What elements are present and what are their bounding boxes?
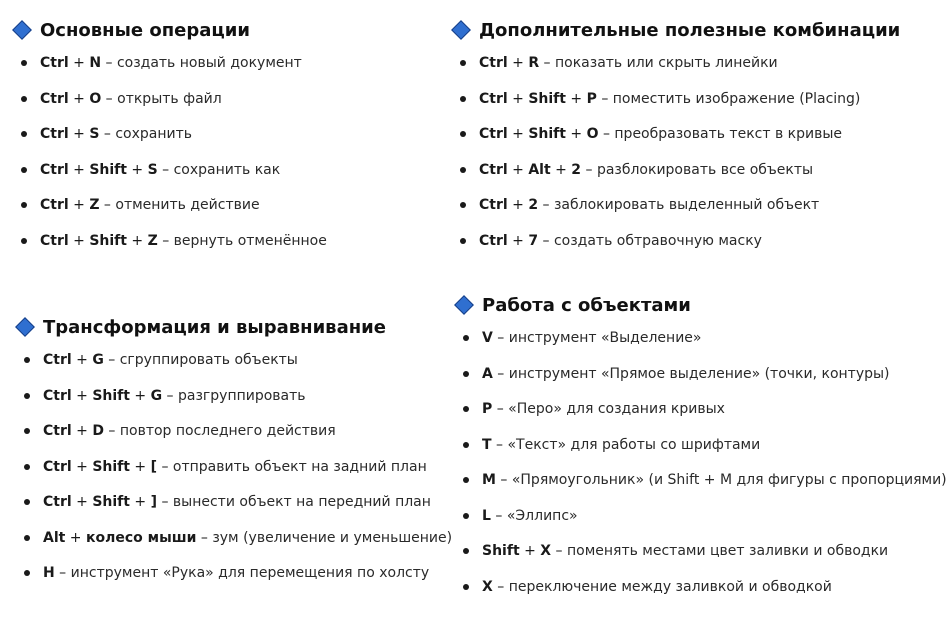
shortcut-item: [15, 492, 452, 528]
shortcut-description: «Перо» для создания кривых: [508, 401, 725, 417]
section-title-text: Дополнительные полезные комбинации: [479, 19, 901, 41]
dash-separator: –: [495, 507, 503, 524]
dash-separator: –: [105, 90, 113, 107]
shortcut-item: [451, 231, 900, 267]
shortcut-description: отменить действие: [115, 197, 260, 213]
bullet-icon: [460, 238, 466, 244]
dash-separator: –: [542, 232, 550, 249]
bullet-icon: [460, 202, 466, 208]
shortcut-key: Ctrl: [43, 494, 72, 510]
dash-separator: –: [585, 161, 593, 178]
shortcut-item: [451, 89, 900, 125]
bullet-icon: [24, 570, 30, 576]
shortcut-key: Ctrl: [40, 55, 69, 71]
shortcut-description: сохранить: [115, 126, 192, 142]
plus-separator: +: [555, 161, 567, 178]
shortcut-key: Ctrl: [479, 55, 508, 71]
shortcut-item: [12, 89, 327, 125]
section-title-text: Трансформация и выравнивание: [43, 316, 386, 338]
dash-separator: –: [542, 197, 550, 213]
shortcut-key: P: [482, 401, 493, 417]
shortcut-list: [12, 53, 327, 266]
bullet-icon: [24, 464, 30, 470]
shortcut-key: 2: [528, 197, 539, 213]
plus-separator: +: [134, 494, 147, 510]
shortcut-key: R: [528, 55, 540, 71]
bullet-icon: [463, 335, 469, 341]
shortcut-description: «Прямоугольник» (и Shift + M для фигуры с пропорциями): [511, 472, 947, 488]
shortcut-item: [12, 53, 327, 89]
plus-separator: +: [73, 161, 85, 178]
shortcut-key: N: [89, 55, 102, 71]
bullet-icon: [460, 167, 466, 173]
bullet-icon: [463, 584, 469, 590]
shortcut-key: Shift: [92, 494, 130, 510]
shortcut-key: L: [482, 507, 491, 524]
plus-separator: +: [512, 232, 524, 249]
bullet-icon: [463, 442, 469, 448]
plus-separator: +: [512, 126, 524, 142]
dash-separator: –: [166, 387, 174, 404]
shortcut-key: Shift: [89, 232, 127, 249]
shortcut-key: Z: [89, 197, 100, 213]
shortcut-key: Ctrl: [43, 458, 72, 475]
shortcut-key: [: [150, 458, 157, 475]
shortcut-key: 7: [528, 232, 539, 249]
shortcut-item: [454, 364, 947, 400]
plus-separator: +: [131, 161, 144, 178]
dash-separator: –: [103, 197, 111, 213]
shortcut-description: разблокировать все объекты: [596, 161, 814, 178]
dash-separator: –: [108, 423, 116, 439]
shortcut-description: разгруппировать: [178, 387, 306, 404]
plus-separator: +: [76, 352, 88, 368]
plus-separator: +: [76, 494, 88, 510]
bullet-icon: [463, 371, 469, 377]
diamond-icon: [15, 317, 35, 337]
shortcut-item: [12, 231, 327, 267]
shortcut-key: Ctrl: [479, 161, 508, 178]
section-title: [12, 17, 327, 43]
shortcut-key: Shift: [528, 126, 566, 142]
shortcut-item: [454, 470, 947, 506]
dash-separator: –: [161, 458, 169, 475]
plus-separator: +: [73, 90, 85, 107]
bullet-icon: [460, 131, 466, 137]
section-working-with-objects: [454, 292, 947, 612]
dash-separator: –: [497, 365, 505, 382]
dash-separator: –: [602, 126, 610, 142]
shortcut-list: [451, 53, 900, 266]
bullet-icon: [463, 477, 469, 483]
section-extra-combinations: [451, 17, 900, 266]
dash-separator: –: [601, 90, 609, 107]
shortcut-description: «Текст» для работы со шрифтами: [507, 436, 761, 453]
shortcut-key: Shift: [528, 90, 566, 107]
shortcut-item: [454, 577, 947, 613]
plus-separator: +: [512, 197, 524, 213]
shortcut-description: вернуть отменённое: [173, 232, 327, 249]
section-title: [454, 292, 947, 318]
shortcut-key: Shift: [89, 161, 127, 178]
shortcut-item: [15, 457, 452, 493]
shortcut-description: открыть файл: [117, 90, 222, 107]
shortcut-key: X: [540, 543, 552, 559]
plus-separator: +: [73, 197, 85, 213]
shortcut-key: колесо мыши: [85, 529, 197, 546]
shortcut-key: Ctrl: [43, 352, 72, 368]
shortcut-key: Ctrl: [479, 232, 508, 249]
shortcut-description: сохранить как: [173, 161, 281, 178]
section-title: [451, 17, 900, 43]
shortcut-key: G: [150, 387, 163, 404]
bullet-icon: [463, 548, 469, 554]
bullet-icon: [24, 499, 30, 505]
shortcut-item: [15, 386, 452, 422]
plus-separator: +: [134, 458, 147, 475]
plus-separator: +: [76, 458, 88, 475]
diamond-icon: [12, 20, 32, 40]
shortcut-description: вынести объект на передний план: [172, 494, 431, 510]
shortcut-item: [15, 563, 452, 599]
shortcut-description: поместить изображение (Placing): [612, 90, 861, 107]
shortcut-description: показать или скрыть линейки: [555, 55, 778, 71]
plus-separator: +: [134, 387, 147, 404]
shortcut-key: Ctrl: [43, 423, 72, 439]
bullet-icon: [460, 60, 466, 66]
plus-separator: +: [512, 90, 524, 107]
dash-separator: –: [162, 161, 170, 178]
shortcut-key: T: [482, 436, 492, 453]
dash-separator: –: [497, 578, 505, 595]
shortcut-description: зум (увеличение и уменьшение): [212, 529, 453, 546]
shortcut-item: [451, 124, 900, 160]
plus-separator: +: [524, 543, 536, 559]
shortcut-key: Ctrl: [40, 90, 69, 107]
shortcut-description: отправить объект на задний план: [172, 458, 427, 475]
bullet-icon: [24, 428, 30, 434]
section-transform-align: [15, 314, 452, 599]
shortcut-item: [12, 160, 327, 196]
shortcut-description: инструмент «Рука» для перемещения по холсту: [70, 565, 430, 581]
plus-separator: +: [69, 529, 82, 546]
plus-separator: +: [131, 232, 144, 249]
shortcut-key: P: [586, 90, 597, 107]
shortcut-item: [451, 53, 900, 89]
shortcut-key: G: [92, 352, 104, 368]
bullet-icon: [24, 535, 30, 541]
plus-separator: +: [76, 423, 88, 439]
shortcut-item: [15, 528, 452, 564]
shortcut-description: инструмент «Выделение»: [508, 330, 702, 346]
shortcut-item: [12, 195, 327, 231]
shortcut-list: [454, 328, 947, 612]
shortcut-key: Ctrl: [479, 90, 508, 107]
shortcut-key: A: [482, 365, 493, 382]
shortcut-key: Ctrl: [43, 387, 72, 404]
shortcut-item: [12, 124, 327, 160]
shortcut-item: [451, 195, 900, 231]
dash-separator: –: [500, 472, 508, 488]
dash-separator: –: [496, 436, 504, 453]
dash-separator: –: [543, 55, 551, 71]
shortcut-key: Z: [147, 232, 158, 249]
dash-separator: –: [161, 494, 169, 510]
shortcut-key: 2: [571, 161, 582, 178]
shortcut-key: Ctrl: [479, 126, 508, 142]
dash-separator: –: [108, 352, 116, 368]
shortcut-description: переключение между заливкой и обводкой: [508, 578, 832, 595]
shortcut-key: Shift: [482, 543, 520, 559]
shortcut-key: Ctrl: [40, 126, 69, 142]
bullet-icon: [21, 167, 27, 173]
plus-separator: +: [76, 387, 88, 404]
plus-separator: +: [73, 126, 85, 142]
shortcut-key: H: [43, 565, 55, 581]
bullet-icon: [460, 96, 466, 102]
shortcut-key: Ctrl: [40, 232, 69, 249]
section-title: [15, 314, 452, 340]
section-title-text: Основные операции: [40, 19, 250, 41]
shortcut-key: Alt: [43, 529, 66, 546]
bullet-icon: [24, 393, 30, 399]
shortcut-key: Shift: [92, 458, 130, 475]
shortcut-key: O: [89, 90, 102, 107]
shortcut-key: O: [586, 126, 599, 142]
bullet-icon: [21, 131, 27, 137]
shortcut-item: [15, 421, 452, 457]
bullet-icon: [21, 238, 27, 244]
shortcut-key: Ctrl: [40, 161, 69, 178]
shortcut-list: [15, 350, 452, 599]
dash-separator: –: [105, 55, 113, 71]
shortcut-key: Alt: [528, 161, 551, 178]
dash-separator: –: [103, 126, 111, 142]
bullet-icon: [24, 357, 30, 363]
dash-separator: –: [59, 565, 67, 581]
shortcut-description: сгруппировать объекты: [119, 352, 298, 368]
dash-separator: –: [555, 543, 563, 559]
shortcut-key: Ctrl: [40, 197, 69, 213]
plus-separator: +: [570, 126, 583, 142]
diamond-icon: [451, 20, 471, 40]
shortcut-key: Ctrl: [479, 197, 508, 213]
shortcut-key: X: [482, 578, 493, 595]
bullet-icon: [21, 202, 27, 208]
shortcut-key: ]: [150, 494, 157, 510]
shortcut-item: [454, 435, 947, 471]
bullet-icon: [463, 513, 469, 519]
plus-separator: +: [73, 55, 85, 71]
section-title-text: Работа с объектами: [482, 294, 691, 316]
shortcut-description: преобразовать текст в кривые: [614, 126, 843, 142]
shortcut-description: поменять местами цвет заливки и обводки: [566, 543, 889, 559]
diamond-icon: [454, 295, 474, 315]
dash-separator: –: [200, 529, 208, 546]
shortcut-description: создать обтравочную маску: [553, 232, 762, 249]
plus-separator: +: [73, 232, 85, 249]
bullet-icon: [21, 96, 27, 102]
shortcut-description: заблокировать выделенный объект: [553, 197, 820, 213]
shortcut-item: [451, 160, 900, 196]
shortcut-item: [15, 350, 452, 386]
section-basic-operations: [12, 17, 327, 266]
shortcut-item: [454, 506, 947, 542]
shortcut-item: [454, 541, 947, 577]
shortcut-key: V: [482, 330, 493, 346]
plus-separator: +: [512, 161, 524, 178]
shortcut-key: S: [89, 126, 100, 142]
dash-separator: –: [162, 232, 170, 249]
bullet-icon: [463, 406, 469, 412]
bullet-icon: [21, 60, 27, 66]
shortcut-key: D: [92, 423, 104, 439]
shortcut-key: Shift: [92, 387, 130, 404]
shortcut-description: повтор последнего действия: [119, 423, 336, 439]
shortcut-description: «Эллипс»: [506, 507, 578, 524]
shortcut-item: [454, 328, 947, 364]
shortcut-description: создать новый документ: [116, 55, 302, 71]
dash-separator: –: [497, 330, 505, 346]
dash-separator: –: [496, 401, 504, 417]
shortcut-key: S: [147, 161, 158, 178]
shortcut-key: M: [482, 472, 496, 488]
plus-separator: +: [512, 55, 524, 71]
shortcut-description: инструмент «Прямое выделение» (точки, контуры): [508, 365, 890, 382]
plus-separator: +: [570, 90, 583, 107]
shortcut-item: [454, 399, 947, 435]
